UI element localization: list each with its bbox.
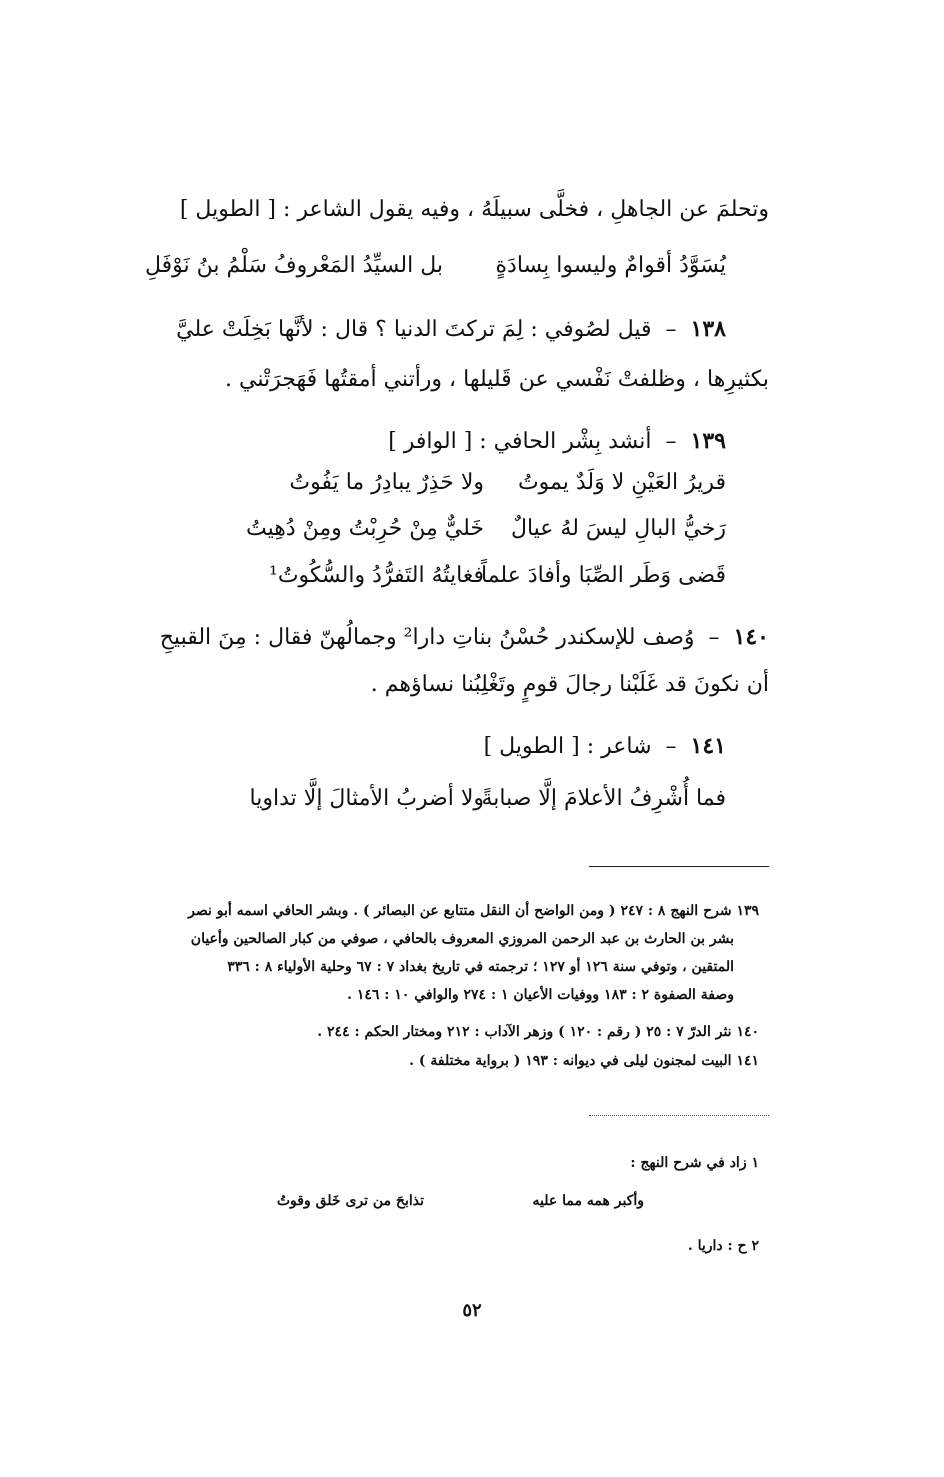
footnote-139-line: وصفة الصفوة ٢ : ١٨٣ ووفيات الأعيان ١ : ٢٧٤ والوافي ١٠ : ١٤٦ . [347,987,734,1003]
footnote-139-line: بشر بن الحارث بن عبد الرحمن المروزي المعروف بالحافي ، صوفي من كبار الصالحين وأعيان [190,931,734,947]
item-text: قيل لصُوفي : لِمَ تركتَ الدنيا ؟ قال : لأنَّها بَخِلَتْ عليَّ [176,317,652,342]
variant-1-label: ١ زاد في شرح النهج : [630,1155,759,1171]
dash: – [658,317,684,342]
verse-hemistich-second: خَليٌّ مِنْ حُرِبْتُ ومِنْ دُهِيتُ [246,516,484,541]
item-140-line-2: أن نكونَ قد غَلَبْنا رجالَ قومٍ وتَغْلِبُنا نساؤهم . [370,672,769,697]
item-139-heading [388,428,726,454]
verse-hemistich-first: فما أُشْرِفُ الأعلامَ إلَّا صبابةً [481,786,726,811]
item-141-heading [484,733,726,759]
dash: – [658,734,684,759]
variant-1-verse-first: وأكبر همه مما عليه [532,1193,644,1209]
dash: – [701,625,727,650]
verse-hemistich-second: ولا أضربُ الأمثالَ إلَّا تداويا [249,786,484,811]
dash: – [658,429,684,454]
variant-1-verse-second: تذابحَ من ترى خَلق وقوتُ [276,1193,424,1209]
verse-hemistich-first: رَخيُّ البالِ ليسَ لهُ عيالٌ [510,516,726,541]
footnote-139-line: المتقين ، وتوفي سنة ١٢٦ أو ١٢٧ ؛ ترجمته في تاريخ بغداد ٧ : ٦٧ وحلية الأولياء ٨ : ٣٣٦ [227,959,734,975]
variants-rule [589,1115,769,1116]
verse-hemistich-second: ولا حَذِرٌ يبادِرُ ما يَفُوتُ [289,470,484,495]
page-number: ٥٢ [462,1300,482,1321]
item-text: أنشد بِشْر الحافي : [ الوافر ] [388,429,652,454]
verse-hemistich-second: بل السيِّدُ المَعْروفُ سَلْمُ بنُ نَوْفَلِ [145,253,443,278]
item-number: ١٤٠ [733,624,769,650]
item-140-line-1 [160,624,769,650]
footnote-rule [589,866,769,867]
item-number: ١٤١ [690,733,726,759]
verse-hemistich-first: يُسَوَّدُ أقوامٌ وليسوا بِسادَةٍ [495,253,726,278]
item-number: ١٣٨ [690,316,726,342]
verse-hemistich-first: قريرُ العَيْنِ لا وَلَدٌ يموتُ [517,470,726,495]
item-number: ١٣٩ [690,428,726,454]
intro-line: وتحلمَ عن الجاهلِ ، فخلَّى سبيلَهُ ، وفيه يقول الشاعر : [ الطويل ] [179,197,769,222]
verse-hemistich-first: قَضى وَطَر الصِّبَا وأفادَ علماً [481,563,726,588]
footnote-141: ١٤١ البيت لمجنون ليلى في ديوانه : ١٩٣ ( برواية مختلفة ) . [409,1053,759,1069]
verse-hemistich-second: فغايتُهُ التَفرُّدُ والسُّكُوتُ¹ [268,563,484,588]
item-text: شاعر : [ الطويل ] [483,734,652,759]
variant-2: ٢ ح : داريا . [687,1238,759,1254]
item-text: وُصف للإسكندر حُسْنُ بناتِ دارا² وجمالُهنّ فقال : مِنَ القبيحِ [159,625,695,650]
item-138-line-1 [176,316,726,342]
footnote-139-line: ١٣٩ شرح النهج ٨ : ٢٤٧ ( ومن الواضح أن النقل متتابع عن البصائر ) . وبشر الحافي اسمه أبو نصر [188,903,759,919]
item-138-line-2: بكثيرِها ، وظلفتْ نَفْسي عن قَليلها ، ورأتني أمقتُها فَهَجرَتْني . [225,367,769,392]
footnote-140: ١٤٠ نثر الدرّ ٧ : ٢٥ ( رقم : ١٢٠ ) وزهر الآداب : ٢١٢ ومختار الحكم : ٢٤٤ . [317,1024,759,1040]
